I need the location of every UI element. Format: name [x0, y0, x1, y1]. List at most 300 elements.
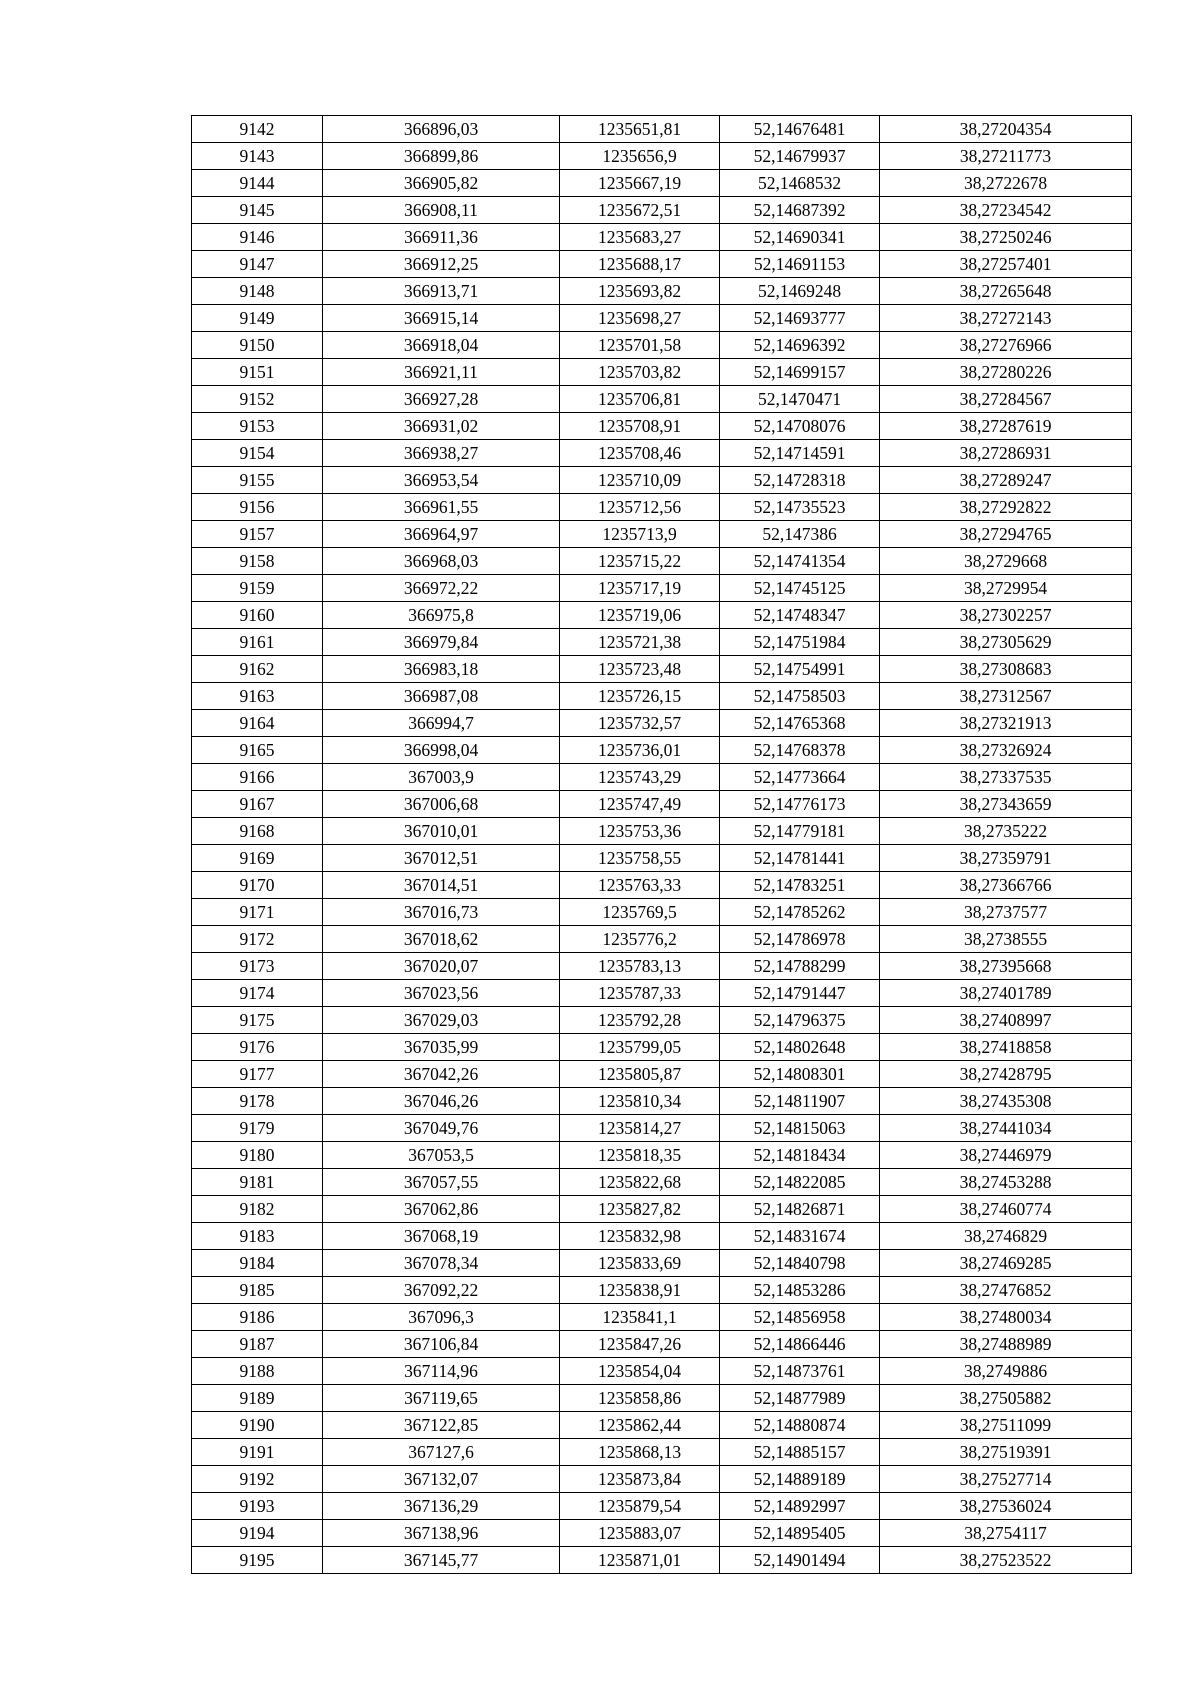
x-coordinate-cell: 367012,51: [323, 845, 560, 872]
point-number-cell: 9145: [192, 197, 323, 224]
latitude-cell: 52,1469248: [720, 278, 880, 305]
longitude-cell: 38,27505882: [880, 1385, 1132, 1412]
x-coordinate-cell: 366964,97: [323, 521, 560, 548]
table-row: [192, 1196, 1132, 1223]
y-coordinate-cell: 1235736,01: [560, 737, 720, 764]
longitude-cell: 38,2738555: [880, 926, 1132, 953]
x-coordinate-cell: 366994,7: [323, 710, 560, 737]
table-row: [192, 1439, 1132, 1466]
x-coordinate-cell: 367078,34: [323, 1250, 560, 1277]
longitude-cell: 38,27519391: [880, 1439, 1132, 1466]
longitude-cell: 38,27460774: [880, 1196, 1132, 1223]
table-row: [192, 332, 1132, 359]
longitude-cell: 38,27441034: [880, 1115, 1132, 1142]
x-coordinate-cell: 366911,36: [323, 224, 560, 251]
point-number-cell: 9169: [192, 845, 323, 872]
table-row: [192, 980, 1132, 1007]
y-coordinate-cell: 1235787,33: [560, 980, 720, 1007]
y-coordinate-cell: 1235708,46: [560, 440, 720, 467]
longitude-cell: 38,27312567: [880, 683, 1132, 710]
y-coordinate-cell: 1235847,26: [560, 1331, 720, 1358]
point-number-cell: 9142: [192, 116, 323, 143]
y-coordinate-cell: 1235667,19: [560, 170, 720, 197]
latitude-cell: 52,14773664: [720, 764, 880, 791]
longitude-cell: 38,27476852: [880, 1277, 1132, 1304]
table-row: [192, 1169, 1132, 1196]
x-coordinate-cell: 367127,6: [323, 1439, 560, 1466]
table-row: [192, 251, 1132, 278]
y-coordinate-cell: 1235706,81: [560, 386, 720, 413]
point-number-cell: 9147: [192, 251, 323, 278]
point-number-cell: 9195: [192, 1547, 323, 1574]
table-row: [192, 494, 1132, 521]
latitude-cell: 52,1470471: [720, 386, 880, 413]
point-number-cell: 9158: [192, 548, 323, 575]
coordinates-table: [191, 115, 1132, 1574]
point-number-cell: 9187: [192, 1331, 323, 1358]
longitude-cell: 38,27523522: [880, 1547, 1132, 1574]
y-coordinate-cell: 1235726,15: [560, 683, 720, 710]
point-number-cell: 9172: [192, 926, 323, 953]
point-number-cell: 9148: [192, 278, 323, 305]
longitude-cell: 38,27280226: [880, 359, 1132, 386]
point-number-cell: 9157: [192, 521, 323, 548]
latitude-cell: 52,14690341: [720, 224, 880, 251]
x-coordinate-cell: 367122,85: [323, 1412, 560, 1439]
x-coordinate-cell: 367145,77: [323, 1547, 560, 1574]
table-row: [192, 440, 1132, 467]
table-row: [192, 386, 1132, 413]
y-coordinate-cell: 1235822,68: [560, 1169, 720, 1196]
x-coordinate-cell: 366915,14: [323, 305, 560, 332]
latitude-cell: 52,14811907: [720, 1088, 880, 1115]
x-coordinate-cell: 366927,28: [323, 386, 560, 413]
x-coordinate-cell: 367003,9: [323, 764, 560, 791]
latitude-cell: 52,14714591: [720, 440, 880, 467]
point-number-cell: 9162: [192, 656, 323, 683]
coordinates-table-body: [192, 116, 1132, 1574]
point-number-cell: 9153: [192, 413, 323, 440]
longitude-cell: 38,27284567: [880, 386, 1132, 413]
longitude-cell: 38,27401789: [880, 980, 1132, 1007]
latitude-cell: 52,14679937: [720, 143, 880, 170]
longitude-cell: 38,27408997: [880, 1007, 1132, 1034]
y-coordinate-cell: 1235814,27: [560, 1115, 720, 1142]
x-coordinate-cell: 366961,55: [323, 494, 560, 521]
latitude-cell: 52,1468532: [720, 170, 880, 197]
table-row: [192, 413, 1132, 440]
x-coordinate-cell: 367138,96: [323, 1520, 560, 1547]
longitude-cell: 38,27292822: [880, 494, 1132, 521]
table-row: [192, 1223, 1132, 1250]
point-number-cell: 9159: [192, 575, 323, 602]
point-number-cell: 9150: [192, 332, 323, 359]
y-coordinate-cell: 1235841,1: [560, 1304, 720, 1331]
table-row: [192, 1331, 1132, 1358]
point-number-cell: 9192: [192, 1466, 323, 1493]
point-number-cell: 9143: [192, 143, 323, 170]
y-coordinate-cell: 1235871,01: [560, 1547, 720, 1574]
y-coordinate-cell: 1235683,27: [560, 224, 720, 251]
table-row: [192, 737, 1132, 764]
point-number-cell: 9170: [192, 872, 323, 899]
point-number-cell: 9191: [192, 1439, 323, 1466]
table-row: [192, 1088, 1132, 1115]
table-row: [192, 1358, 1132, 1385]
x-coordinate-cell: 367035,99: [323, 1034, 560, 1061]
longitude-cell: 38,2722678: [880, 170, 1132, 197]
table-row: [192, 1115, 1132, 1142]
table-row: [192, 1547, 1132, 1574]
x-coordinate-cell: 366975,8: [323, 602, 560, 629]
y-coordinate-cell: 1235672,51: [560, 197, 720, 224]
longitude-cell: 38,27272143: [880, 305, 1132, 332]
longitude-cell: 38,27337535: [880, 764, 1132, 791]
longitude-cell: 38,27480034: [880, 1304, 1132, 1331]
point-number-cell: 9193: [192, 1493, 323, 1520]
y-coordinate-cell: 1235651,81: [560, 116, 720, 143]
y-coordinate-cell: 1235810,34: [560, 1088, 720, 1115]
latitude-cell: 52,14815063: [720, 1115, 880, 1142]
table-row: [192, 521, 1132, 548]
latitude-cell: 52,14892997: [720, 1493, 880, 1520]
point-number-cell: 9161: [192, 629, 323, 656]
latitude-cell: 52,14781441: [720, 845, 880, 872]
latitude-cell: 52,14856958: [720, 1304, 880, 1331]
x-coordinate-cell: 367006,68: [323, 791, 560, 818]
x-coordinate-cell: 367046,26: [323, 1088, 560, 1115]
y-coordinate-cell: 1235723,48: [560, 656, 720, 683]
table-row: [192, 683, 1132, 710]
longitude-cell: 38,27265648: [880, 278, 1132, 305]
x-coordinate-cell: 367023,56: [323, 980, 560, 1007]
latitude-cell: 52,14885157: [720, 1439, 880, 1466]
longitude-cell: 38,2737577: [880, 899, 1132, 926]
y-coordinate-cell: 1235805,87: [560, 1061, 720, 1088]
table-row: [192, 953, 1132, 980]
x-coordinate-cell: 366913,71: [323, 278, 560, 305]
table-row: [192, 1412, 1132, 1439]
latitude-cell: 52,14699157: [720, 359, 880, 386]
longitude-cell: 38,27469285: [880, 1250, 1132, 1277]
x-coordinate-cell: 367010,01: [323, 818, 560, 845]
point-number-cell: 9173: [192, 953, 323, 980]
table-row: [192, 143, 1132, 170]
longitude-cell: 38,2729668: [880, 548, 1132, 575]
latitude-cell: 52,14676481: [720, 116, 880, 143]
x-coordinate-cell: 366931,02: [323, 413, 560, 440]
longitude-cell: 38,27418858: [880, 1034, 1132, 1061]
point-number-cell: 9166: [192, 764, 323, 791]
y-coordinate-cell: 1235701,58: [560, 332, 720, 359]
y-coordinate-cell: 1235747,49: [560, 791, 720, 818]
latitude-cell: 52,14802648: [720, 1034, 880, 1061]
longitude-cell: 38,27527714: [880, 1466, 1132, 1493]
y-coordinate-cell: 1235833,69: [560, 1250, 720, 1277]
y-coordinate-cell: 1235721,38: [560, 629, 720, 656]
x-coordinate-cell: 367016,73: [323, 899, 560, 926]
x-coordinate-cell: 367062,86: [323, 1196, 560, 1223]
latitude-cell: 52,14735523: [720, 494, 880, 521]
x-coordinate-cell: 366938,27: [323, 440, 560, 467]
longitude-cell: 38,27276966: [880, 332, 1132, 359]
latitude-cell: 52,14696392: [720, 332, 880, 359]
latitude-cell: 52,14783251: [720, 872, 880, 899]
y-coordinate-cell: 1235832,98: [560, 1223, 720, 1250]
latitude-cell: 52,14818434: [720, 1142, 880, 1169]
longitude-cell: 38,27257401: [880, 251, 1132, 278]
table-row: [192, 899, 1132, 926]
y-coordinate-cell: 1235708,91: [560, 413, 720, 440]
table-row: [192, 1520, 1132, 1547]
longitude-cell: 38,27366766: [880, 872, 1132, 899]
y-coordinate-cell: 1235763,33: [560, 872, 720, 899]
y-coordinate-cell: 1235858,86: [560, 1385, 720, 1412]
x-coordinate-cell: 366968,03: [323, 548, 560, 575]
longitude-cell: 38,27359791: [880, 845, 1132, 872]
x-coordinate-cell: 367092,22: [323, 1277, 560, 1304]
table-row: [192, 305, 1132, 332]
point-number-cell: 9155: [192, 467, 323, 494]
x-coordinate-cell: 367042,26: [323, 1061, 560, 1088]
latitude-cell: 52,14728318: [720, 467, 880, 494]
x-coordinate-cell: 366998,04: [323, 737, 560, 764]
longitude-cell: 38,27286931: [880, 440, 1132, 467]
x-coordinate-cell: 366908,11: [323, 197, 560, 224]
latitude-cell: 52,14776173: [720, 791, 880, 818]
point-number-cell: 9160: [192, 602, 323, 629]
latitude-cell: 52,14831674: [720, 1223, 880, 1250]
x-coordinate-cell: 367020,07: [323, 953, 560, 980]
x-coordinate-cell: 367106,84: [323, 1331, 560, 1358]
table-row: [192, 1304, 1132, 1331]
latitude-cell: 52,14788299: [720, 953, 880, 980]
table-row: [192, 1250, 1132, 1277]
latitude-cell: 52,14768378: [720, 737, 880, 764]
longitude-cell: 38,27294765: [880, 521, 1132, 548]
latitude-cell: 52,14741354: [720, 548, 880, 575]
table-row: [192, 116, 1132, 143]
point-number-cell: 9167: [192, 791, 323, 818]
x-coordinate-cell: 366899,86: [323, 143, 560, 170]
y-coordinate-cell: 1235688,17: [560, 251, 720, 278]
point-number-cell: 9184: [192, 1250, 323, 1277]
point-number-cell: 9146: [192, 224, 323, 251]
y-coordinate-cell: 1235758,55: [560, 845, 720, 872]
y-coordinate-cell: 1235719,06: [560, 602, 720, 629]
latitude-cell: 52,14693777: [720, 305, 880, 332]
longitude-cell: 38,27287619: [880, 413, 1132, 440]
x-coordinate-cell: 366972,22: [323, 575, 560, 602]
point-number-cell: 9183: [192, 1223, 323, 1250]
longitude-cell: 38,2735222: [880, 818, 1132, 845]
y-coordinate-cell: 1235799,05: [560, 1034, 720, 1061]
point-number-cell: 9185: [192, 1277, 323, 1304]
table-row: [192, 1061, 1132, 1088]
x-coordinate-cell: 367049,76: [323, 1115, 560, 1142]
table-row: [192, 467, 1132, 494]
table-row: [192, 278, 1132, 305]
table-row: [192, 818, 1132, 845]
table-row: [192, 575, 1132, 602]
y-coordinate-cell: 1235710,09: [560, 467, 720, 494]
y-coordinate-cell: 1235792,28: [560, 1007, 720, 1034]
y-coordinate-cell: 1235854,04: [560, 1358, 720, 1385]
y-coordinate-cell: 1235715,22: [560, 548, 720, 575]
table-row: [192, 710, 1132, 737]
latitude-cell: 52,14748347: [720, 602, 880, 629]
latitude-cell: 52,14791447: [720, 980, 880, 1007]
x-coordinate-cell: 367057,55: [323, 1169, 560, 1196]
latitude-cell: 52,14754991: [720, 656, 880, 683]
point-number-cell: 9186: [192, 1304, 323, 1331]
longitude-cell: 38,27204354: [880, 116, 1132, 143]
latitude-cell: 52,14901494: [720, 1547, 880, 1574]
y-coordinate-cell: 1235776,2: [560, 926, 720, 953]
point-number-cell: 9156: [192, 494, 323, 521]
latitude-cell: 52,14691153: [720, 251, 880, 278]
longitude-cell: 38,2729954: [880, 575, 1132, 602]
y-coordinate-cell: 1235713,9: [560, 521, 720, 548]
latitude-cell: 52,14687392: [720, 197, 880, 224]
y-coordinate-cell: 1235712,56: [560, 494, 720, 521]
y-coordinate-cell: 1235818,35: [560, 1142, 720, 1169]
y-coordinate-cell: 1235753,36: [560, 818, 720, 845]
latitude-cell: 52,14880874: [720, 1412, 880, 1439]
y-coordinate-cell: 1235698,27: [560, 305, 720, 332]
x-coordinate-cell: 367136,29: [323, 1493, 560, 1520]
longitude-cell: 38,27446979: [880, 1142, 1132, 1169]
y-coordinate-cell: 1235879,54: [560, 1493, 720, 1520]
point-number-cell: 9154: [192, 440, 323, 467]
y-coordinate-cell: 1235743,29: [560, 764, 720, 791]
y-coordinate-cell: 1235783,13: [560, 953, 720, 980]
latitude-cell: 52,14822085: [720, 1169, 880, 1196]
table-row: [192, 845, 1132, 872]
longitude-cell: 38,27435308: [880, 1088, 1132, 1115]
latitude-cell: 52,14745125: [720, 575, 880, 602]
point-number-cell: 9144: [192, 170, 323, 197]
longitude-cell: 38,27511099: [880, 1412, 1132, 1439]
table-row: [192, 197, 1132, 224]
table-row: [192, 1142, 1132, 1169]
latitude-cell: 52,14786978: [720, 926, 880, 953]
longitude-cell: 38,27453288: [880, 1169, 1132, 1196]
y-coordinate-cell: 1235838,91: [560, 1277, 720, 1304]
x-coordinate-cell: 367053,5: [323, 1142, 560, 1169]
latitude-cell: 52,14826871: [720, 1196, 880, 1223]
longitude-cell: 38,27321913: [880, 710, 1132, 737]
latitude-cell: 52,147386: [720, 521, 880, 548]
latitude-cell: 52,14765368: [720, 710, 880, 737]
point-number-cell: 9171: [192, 899, 323, 926]
x-coordinate-cell: 366918,04: [323, 332, 560, 359]
table-row: [192, 1277, 1132, 1304]
longitude-cell: 38,27289247: [880, 467, 1132, 494]
point-number-cell: 9175: [192, 1007, 323, 1034]
latitude-cell: 52,14895405: [720, 1520, 880, 1547]
point-number-cell: 9180: [192, 1142, 323, 1169]
table-row: [192, 224, 1132, 251]
longitude-cell: 38,27211773: [880, 143, 1132, 170]
latitude-cell: 52,14785262: [720, 899, 880, 926]
table-row: [192, 1034, 1132, 1061]
table-row: [192, 170, 1132, 197]
point-number-cell: 9149: [192, 305, 323, 332]
point-number-cell: 9179: [192, 1115, 323, 1142]
point-number-cell: 9176: [192, 1034, 323, 1061]
longitude-cell: 38,27536024: [880, 1493, 1132, 1520]
longitude-cell: 38,27305629: [880, 629, 1132, 656]
latitude-cell: 52,14708076: [720, 413, 880, 440]
y-coordinate-cell: 1235862,44: [560, 1412, 720, 1439]
table-row: [192, 548, 1132, 575]
longitude-cell: 38,27302257: [880, 602, 1132, 629]
table-row: [192, 602, 1132, 629]
table-row: [192, 1385, 1132, 1412]
point-number-cell: 9181: [192, 1169, 323, 1196]
longitude-cell: 38,27488989: [880, 1331, 1132, 1358]
longitude-cell: 38,27308683: [880, 656, 1132, 683]
longitude-cell: 38,27234542: [880, 197, 1132, 224]
latitude-cell: 52,14840798: [720, 1250, 880, 1277]
x-coordinate-cell: 366983,18: [323, 656, 560, 683]
x-coordinate-cell: 367132,07: [323, 1466, 560, 1493]
y-coordinate-cell: 1235883,07: [560, 1520, 720, 1547]
latitude-cell: 52,14889189: [720, 1466, 880, 1493]
y-coordinate-cell: 1235868,13: [560, 1439, 720, 1466]
point-number-cell: 9194: [192, 1520, 323, 1547]
table-row: [192, 926, 1132, 953]
x-coordinate-cell: 367014,51: [323, 872, 560, 899]
point-number-cell: 9190: [192, 1412, 323, 1439]
x-coordinate-cell: 366921,11: [323, 359, 560, 386]
y-coordinate-cell: 1235693,82: [560, 278, 720, 305]
longitude-cell: 38,2749886: [880, 1358, 1132, 1385]
latitude-cell: 52,14866446: [720, 1331, 880, 1358]
y-coordinate-cell: 1235717,19: [560, 575, 720, 602]
x-coordinate-cell: 367119,65: [323, 1385, 560, 1412]
x-coordinate-cell: 367018,62: [323, 926, 560, 953]
point-number-cell: 9182: [192, 1196, 323, 1223]
longitude-cell: 38,27250246: [880, 224, 1132, 251]
table-row: [192, 764, 1132, 791]
table-row: [192, 656, 1132, 683]
latitude-cell: 52,14853286: [720, 1277, 880, 1304]
latitude-cell: 52,14796375: [720, 1007, 880, 1034]
point-number-cell: 9165: [192, 737, 323, 764]
table-row: [192, 791, 1132, 818]
x-coordinate-cell: 366953,54: [323, 467, 560, 494]
y-coordinate-cell: 1235769,5: [560, 899, 720, 926]
table-row: [192, 1466, 1132, 1493]
point-number-cell: 9168: [192, 818, 323, 845]
x-coordinate-cell: 367029,03: [323, 1007, 560, 1034]
latitude-cell: 52,14758503: [720, 683, 880, 710]
x-coordinate-cell: 367096,3: [323, 1304, 560, 1331]
latitude-cell: 52,14877989: [720, 1385, 880, 1412]
point-number-cell: 9163: [192, 683, 323, 710]
latitude-cell: 52,14873761: [720, 1358, 880, 1385]
latitude-cell: 52,14751984: [720, 629, 880, 656]
x-coordinate-cell: 366896,03: [323, 116, 560, 143]
point-number-cell: 9188: [192, 1358, 323, 1385]
point-number-cell: 9174: [192, 980, 323, 1007]
table-row: [192, 872, 1132, 899]
point-number-cell: 9189: [192, 1385, 323, 1412]
x-coordinate-cell: 367114,96: [323, 1358, 560, 1385]
longitude-cell: 38,2754117: [880, 1520, 1132, 1547]
